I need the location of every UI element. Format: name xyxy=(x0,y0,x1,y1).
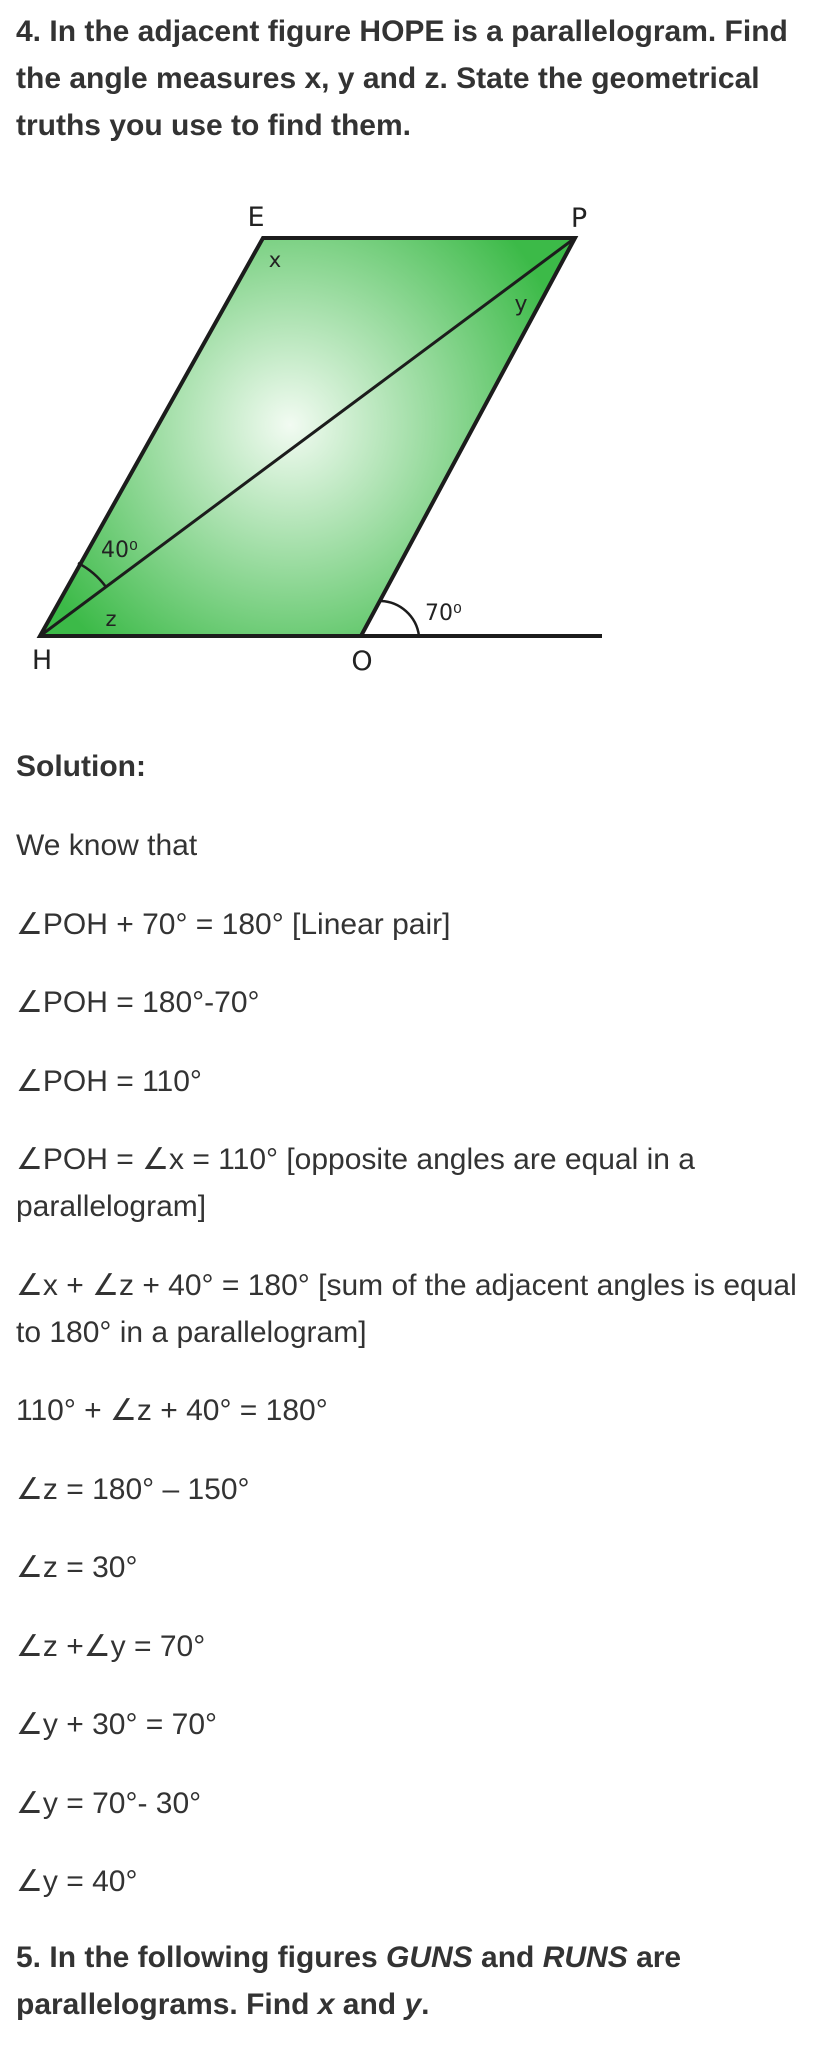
vertex-label-h: H xyxy=(31,645,53,676)
angle-label-70: 70⁰ xyxy=(425,601,462,626)
angle-label-y: y xyxy=(514,292,528,317)
q5-var-y: y xyxy=(404,1988,422,2021)
vertex-label-p: P xyxy=(570,203,588,234)
q5-mid3: and xyxy=(334,1988,405,2021)
solution-step: ∠POH = 110° xyxy=(16,1065,202,1098)
question-5-text xyxy=(16,1934,806,2028)
parallelogram-figure xyxy=(0,180,816,700)
q5-mid2: are parallelograms. Find xyxy=(16,1941,682,2021)
solution-heading: Solution: xyxy=(16,750,146,783)
solution-step: ∠y + 30° = 70° xyxy=(16,1708,218,1741)
solution-step: ∠POH = 180°-70° xyxy=(16,986,260,1019)
solution-step: ∠z +∠y = 70° xyxy=(16,1630,206,1663)
q5-name-runs: RUNS xyxy=(542,1941,628,1974)
solution-step: ∠y = 40° xyxy=(16,1865,138,1898)
q5-name-guns: GUNS xyxy=(386,1941,473,1974)
q5-mid: and xyxy=(472,1941,543,1974)
q5-var-x: x xyxy=(317,1988,335,2021)
solution-step: 110° + ∠z + 40° = 180° xyxy=(16,1394,328,1427)
q5-prefix: 5. In the following figures xyxy=(16,1941,387,1974)
solution-step: ∠x + ∠z + 40° = 180° [sum of the adjacent angles is equal to 180° in a parallelogram] xyxy=(16,1269,797,1349)
angle-label-40: 40⁰ xyxy=(101,538,138,563)
vertex-label-e: E xyxy=(247,202,265,233)
solution-step: ∠z = 30° xyxy=(16,1551,138,1584)
angle-label-x: x xyxy=(268,248,282,272)
question-4-text: 4. In the adjacent figure HOPE is a parallelogram. Find the angle measures x, y and z. State the geometrical truths you use to find them. xyxy=(16,15,788,142)
solution-step: ∠POH + 70° = 180° [Linear pair] xyxy=(16,908,451,941)
solution-step: ∠y = 70°- 30° xyxy=(16,1787,202,1820)
solution-step: ∠z = 180° – 150° xyxy=(16,1473,250,1506)
solution-step: ∠POH = ∠x = 110° [opposite angles are equal in a parallelogram] xyxy=(16,1143,695,1223)
angle-label-z: z xyxy=(105,607,117,631)
solution-step: We know that xyxy=(16,829,198,862)
angle-arc-70 xyxy=(380,601,419,636)
q5-suffix: . xyxy=(421,1988,430,2021)
vertex-label-o: O xyxy=(351,646,373,677)
